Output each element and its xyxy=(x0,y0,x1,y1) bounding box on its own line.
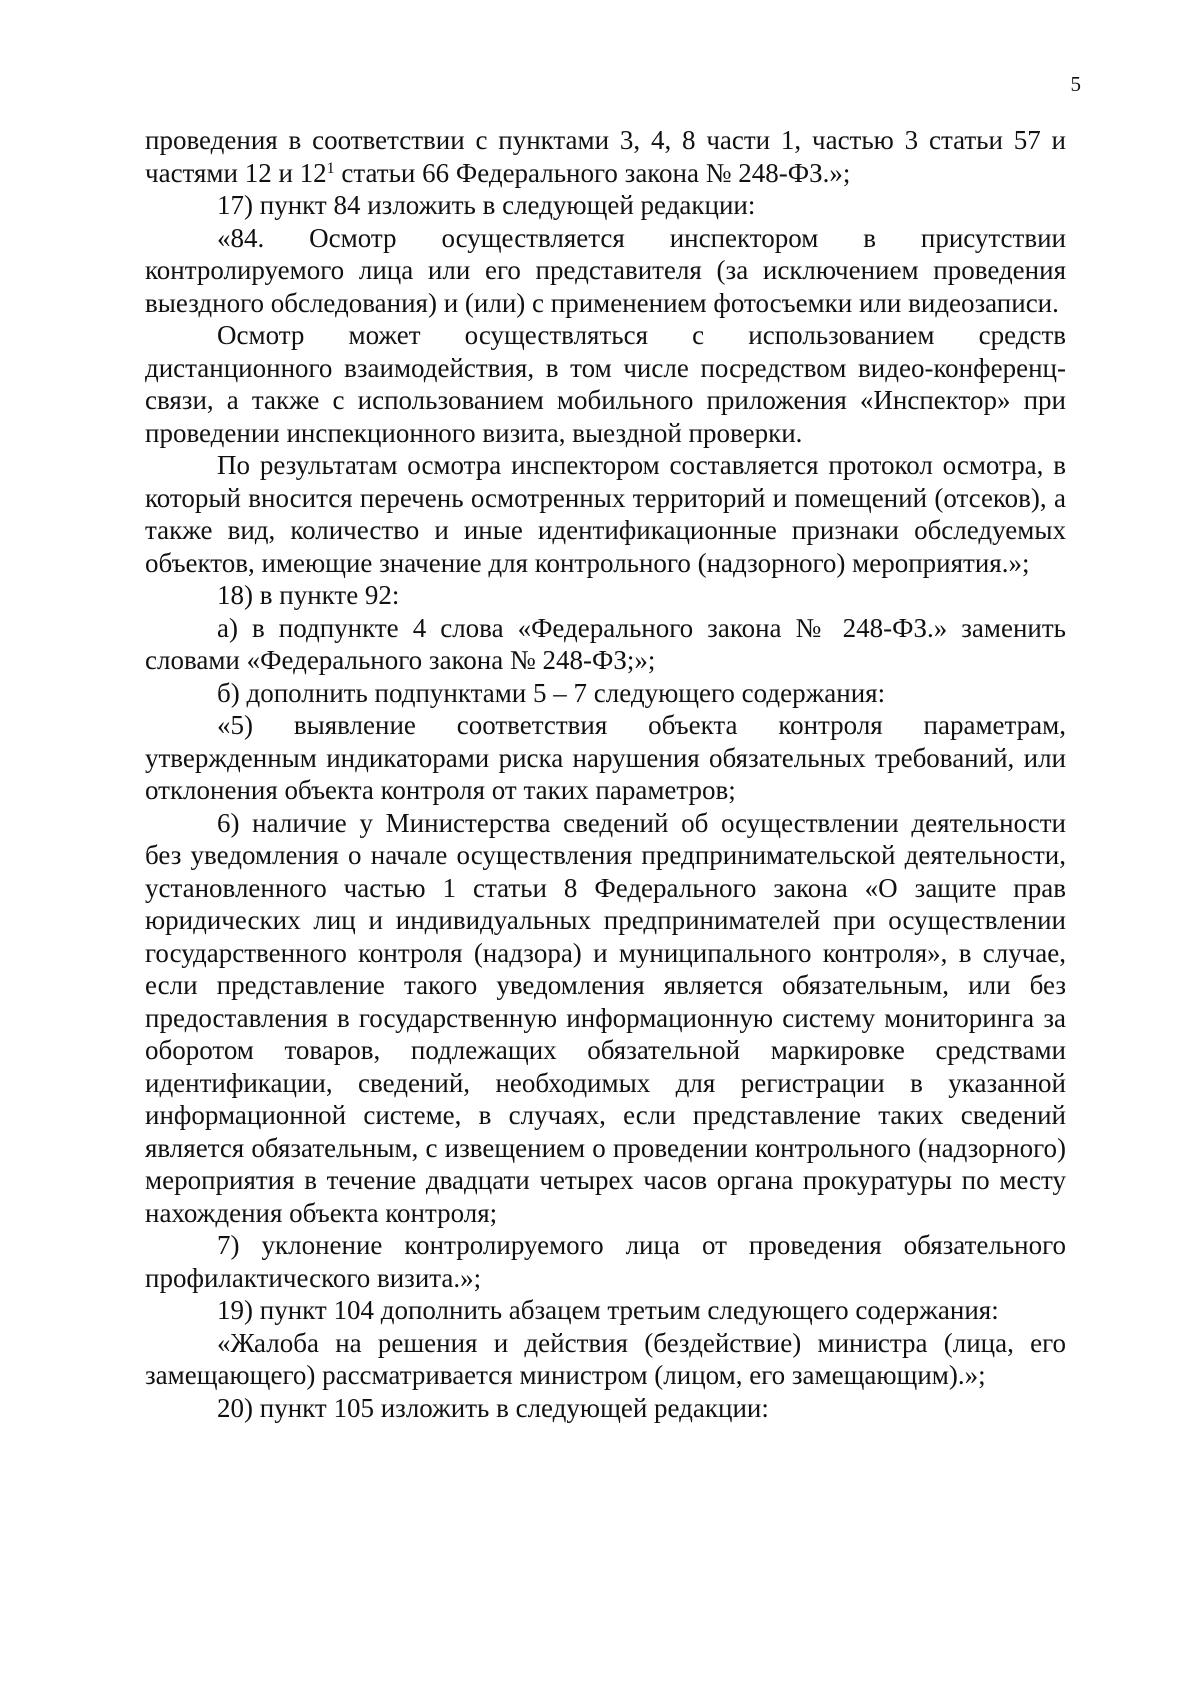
paragraph-complaint: «Жалоба на решения и действия (бездействие) министра (лица, его замещающего) рассматривается министром (лицом, его замещающим).»; xyxy=(145,1327,1066,1390)
paragraph-84-1: «84. Осмотр осуществляется инспектором в присутствии контролируемого лица или его представителя (за исключением проведения выездного обследования) и (или) с применением фотосъемки или видеозаписи. xyxy=(145,222,1066,318)
paragraph-item-20: 20) пункт 105 изложить в следующей редакции: xyxy=(217,1392,769,1423)
paragraph-subitem-7: 7) уклонение контролируемого лица от проведения обязательного профилактического визита.»; xyxy=(145,1230,1066,1293)
paragraph-subitem-5: «5) выявление соответствия объекта контроля параметрам, утвержденным индикаторами риска нарушения обязательных требований, или отклонения объекта контроля от таких параметров; xyxy=(145,710,1066,805)
paragraph-subitem-6: 6) наличие у Министерства сведений об осуществлении деятельности без уведомления о начале осуществления предпринимательской деятельности, установленного частью 1 статьи 8 Федерального закона «О защите прав юридических лиц и индивидуальных предпринимателей при осуществлении государственного контроля (надзора) и муниципального контроля», в случае, если представление такого уведомления является обязательным, или без предоставления в государственную информационную систему мониторинга за оборотом товаров, подлежащих обязательной маркировке средствами идентификации, сведений, необходимых для регистрации в указанной информационной системе, в случаях, если представление таких сведений является обязательным, с извещением о проведении контрольного (надзорного) мероприятия в течение двадцати четырех часов органа прокуратуры по месту нахождения объекта контроля; xyxy=(145,807,1066,1228)
paragraph-continuation xyxy=(145,124,1066,189)
paragraph-text: проведения в соответствии с пунктами 3, 4, 8 части 1, частью 3 статьи 57 и частями 12 и 12 xyxy=(145,125,1066,188)
paragraph-text-tail: статьи 66 Федерального закона № 248-ФЗ.»; xyxy=(334,157,851,188)
paragraph-item-19: 19) пункт 104 дополнить абзацем третьим следующего содержания: xyxy=(217,1295,999,1325)
document-body xyxy=(145,124,1066,1424)
paragraph-84-3: По результатам осмотра инспектором составляется протокол осмотра, в который вносится перечень осмотренных территорий и помещений (отсеков), а также вид, количество и иные идентификационные признаки обследуемых объектов, имеющие значение для контрольного (надзорного) мероприятия.»; xyxy=(145,450,1066,578)
superscript: 1 xyxy=(326,159,335,177)
paragraph-84-2: Осмотр может осуществляться с использованием средств дистанционного взаимодействия, в том числе посредством видео-конференц-связи, а также с использованием мобильного приложения «Инспектор» при проведении инспекционного визита, выездной проверки. xyxy=(145,320,1066,448)
paragraph-18-b: б) дополнить подпунктами 5 – 7 следующего содержания: xyxy=(217,677,886,708)
paragraph-18-a: а) в подпункте 4 слова «Федерального закона № 248-ФЗ.» заменить словами «Федерального закона № 248-ФЗ;»; xyxy=(145,612,1066,675)
paragraph-item-18: 18) в пункте 92: xyxy=(217,580,400,610)
paragraph-item-17: 17) пункт 84 изложить в следующей редакции: xyxy=(217,190,756,220)
page-number: 5 xyxy=(1070,72,1081,96)
